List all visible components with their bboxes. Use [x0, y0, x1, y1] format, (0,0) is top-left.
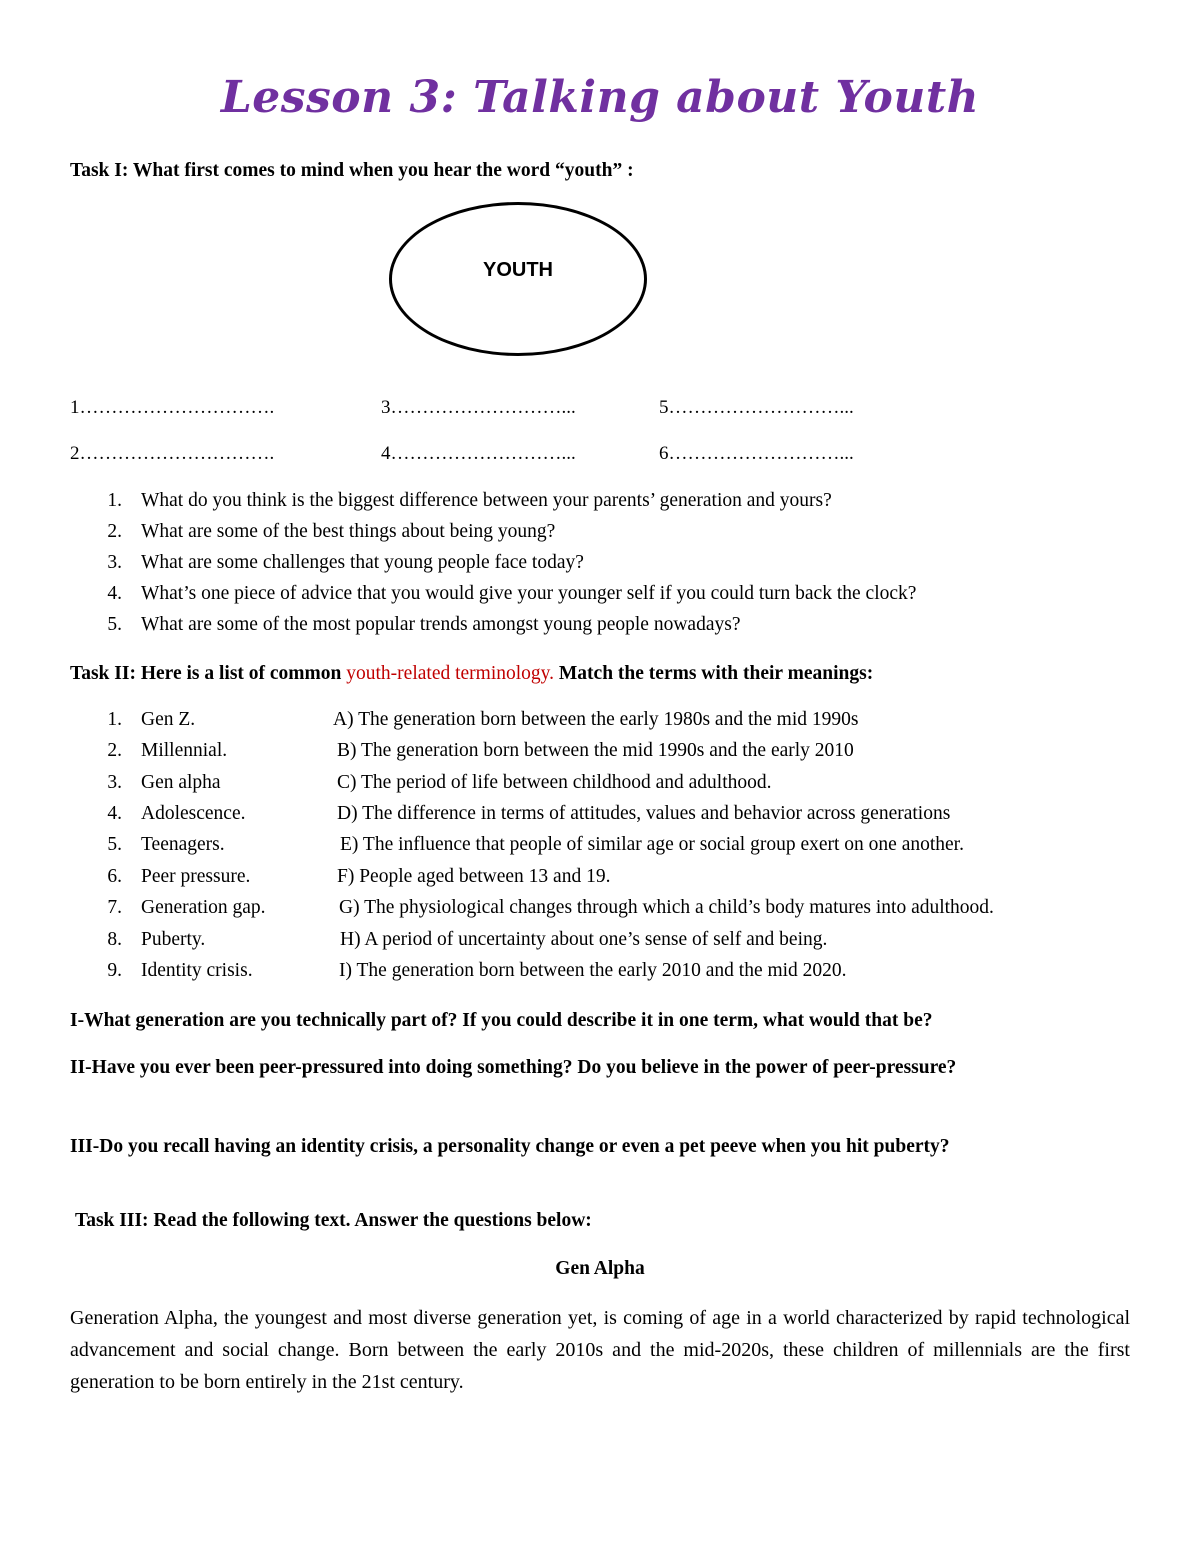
table-row: [0, 866, 1200, 896]
term-text: Identity crisis.: [141, 960, 253, 981]
term-text: Puberty.: [141, 929, 206, 950]
discussion-question-1: I-What generation are you technically part of? If you could describe it in one term, what would that be?: [70, 1010, 933, 1031]
answer-blank-6[interactable]: 6………………………...: [659, 443, 854, 464]
task3-prompt: Task III: Read the following text. Answer the questions below:: [75, 1210, 592, 1231]
table-row: [0, 960, 1200, 990]
question-text: What are some of the best things about being young?: [141, 521, 556, 542]
list-number: 1.: [107, 709, 122, 730]
list-number: 5.: [107, 834, 122, 855]
list-number: 4.: [107, 583, 122, 604]
task2-highlight: youth-related terminology.: [346, 663, 555, 684]
table-row: [0, 929, 1200, 959]
discussion-question-3: III-Do you recall having an identity crisis, a personality change or even a pet peeve when you hit puberty?: [70, 1136, 950, 1157]
table-row: [0, 897, 1200, 927]
list-number: 2.: [107, 521, 122, 542]
task2-prefix: Task II: Here is a list of common: [70, 663, 347, 684]
definition-text: I) The generation born between the early 2010 and the mid 2020.: [339, 960, 847, 981]
term-text: Peer pressure.: [141, 866, 251, 887]
term-text: Adolescence.: [141, 803, 246, 824]
task1-prompt: Task I: What first comes to mind when you hear the word “youth” :: [70, 160, 634, 181]
term-text: Teenagers.: [141, 834, 225, 855]
question-text: What’s one piece of advice that you would give your younger self if you could turn back the clock?: [141, 583, 917, 604]
table-row: [0, 740, 1200, 770]
list-number: 2.: [107, 740, 122, 761]
definition-text: B) The generation born between the mid 1990s and the early 2010: [337, 740, 854, 761]
term-text: Generation gap.: [141, 897, 266, 918]
discussion-question-2: II-Have you ever been peer-pressured into doing something? Do you believe in the power of peer-pressure?: [70, 1057, 957, 1078]
list-number: 7.: [107, 897, 122, 918]
table-row: [0, 803, 1200, 833]
definition-text: H) A period of uncertainty about one’s sense of self and being.: [340, 929, 828, 950]
list-number: 1.: [107, 490, 122, 511]
list-number: 8.: [107, 929, 122, 950]
list-item: [0, 583, 1200, 613]
definition-text: A) The generation born between the early 1980s and the mid 1990s: [333, 709, 859, 730]
term-text: Gen Z.: [141, 709, 196, 730]
list-item: [0, 521, 1200, 551]
table-row: [0, 709, 1200, 739]
list-item: [0, 614, 1200, 644]
term-text: Millennial.: [141, 740, 228, 761]
answer-blank-4[interactable]: 4………………………...: [381, 443, 576, 464]
list-number: 3.: [107, 552, 122, 573]
text-title: Gen Alpha: [555, 1258, 645, 1279]
list-number: 9.: [107, 960, 122, 981]
task2-suffix: Match the terms with their meanings:: [554, 663, 874, 684]
definition-text: E) The influence that people of similar age or social group exert on one another.: [340, 834, 964, 855]
question-text: What are some of the most popular trends amongst young people nowadays?: [141, 614, 741, 635]
list-item: [0, 490, 1200, 520]
answer-blank-5[interactable]: 5………………………...: [659, 397, 854, 418]
answer-blank-1[interactable]: 1………………………….: [70, 397, 275, 418]
question-text: What are some challenges that young people face today?: [141, 552, 584, 573]
definition-text: C) The period of life between childhood and adulthood.: [337, 772, 772, 793]
youth-ellipse-label: YOUTH: [483, 259, 553, 281]
task2-prompt: [70, 663, 873, 685]
answer-blank-3[interactable]: 3………………………...: [381, 397, 576, 418]
list-number: 6.: [107, 866, 122, 887]
definition-text: F) People aged between 13 and 19.: [337, 866, 611, 887]
list-number: 4.: [107, 803, 122, 824]
table-row: [0, 834, 1200, 864]
reading-paragraph: Generation Alpha, the youngest and most diverse generation yet, is coming of age in a world characterized by rapid technological advancement and social change. Born between the early 2010s and the mid-2020s, these children of millennials are the first generation to be born entirely in the 21st century.: [70, 1307, 1130, 1393]
list-item: [0, 552, 1200, 582]
list-number: 5.: [107, 614, 122, 635]
term-text: Gen alpha: [141, 772, 221, 793]
definition-text: G) The physiological changes through which a child’s body matures into adulthood.: [339, 897, 994, 918]
answer-blank-2[interactable]: 2………………………….: [70, 443, 275, 464]
question-text: What do you think is the biggest difference between your parents’ generation and yours?: [141, 490, 832, 511]
list-number: 3.: [107, 772, 122, 793]
definition-text: D) The difference in terms of attitudes, values and behavior across generations: [337, 803, 951, 824]
lesson-title: Lesson 3: Talking about Youth: [220, 72, 980, 123]
table-row: [0, 772, 1200, 802]
